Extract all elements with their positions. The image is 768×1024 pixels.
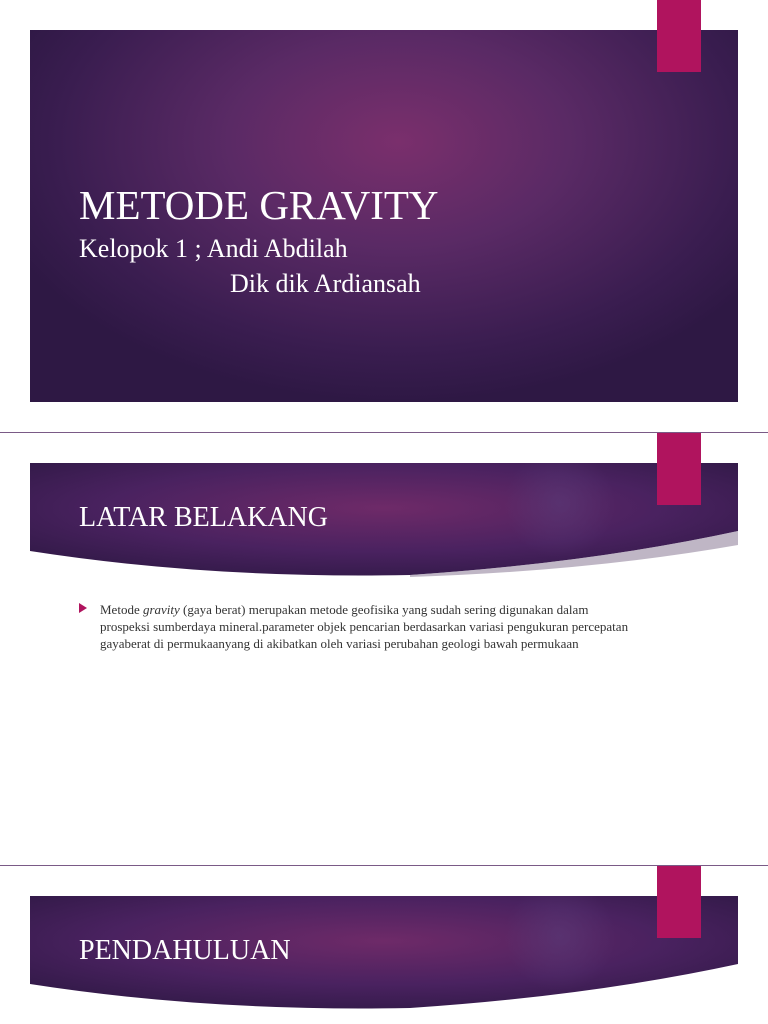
slide-title: PENDAHULUAN [79,935,291,966]
slide-3 [0,866,768,1024]
subtitle-line-1: Kelopok 1 ; Andi Abdilah [79,234,348,263]
slide-title: METODE GRAVITY [79,182,439,228]
accent-tab [657,0,701,72]
bullet-arrow-icon [79,603,87,613]
subtitle-line-2: Dik dik Ardiansah [230,269,421,298]
slide-2 [0,433,768,865]
bullet-text: Metode gravity (gaya berat) merupakan metode geofisika yang sudah sering digunakan dalam prospeksi sumberdaya mineral.parameter objek pencarian berdasarkan variasi pengukuran percepatan gayaberat di permukaanyang di akibatkan oleh variasi perubahan geologi bawah permukaan [100,602,629,651]
accent-tab [657,866,701,938]
accent-tab [657,433,701,505]
slide-title: LATAR BELAKANG [79,502,328,533]
slide-1 [0,0,768,432]
